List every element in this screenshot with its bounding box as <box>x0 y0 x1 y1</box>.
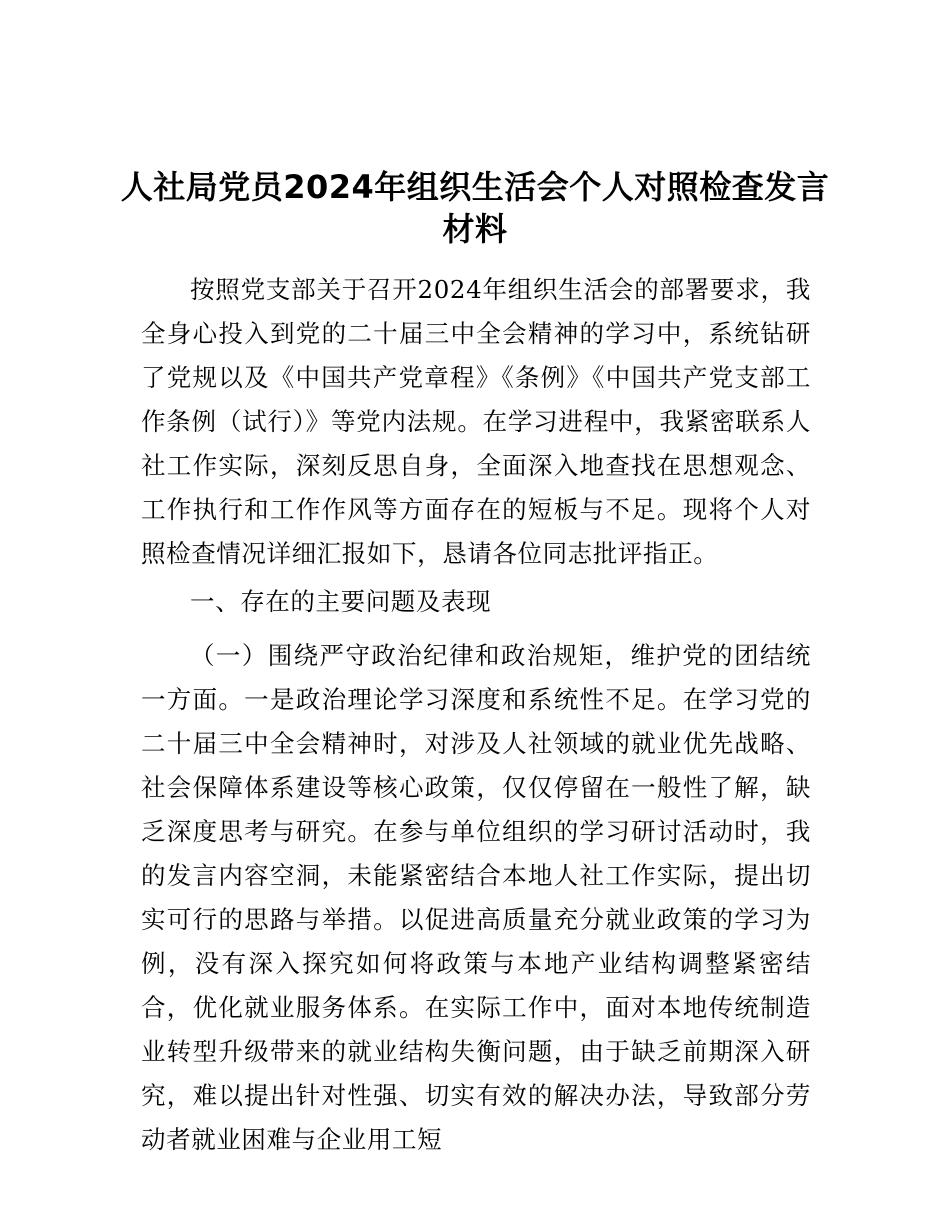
section-paragraph: （一）围绕严守政治纪律和政治规矩，维护党的团结统一方面。一是政治理论学习深度和系统性不足。在学习党的二十届三中全会精神时，对涉及人社领域的就业优先战略、社会保障体系建设等核心政策，仅仅停留在一般性了解，缺乏深度思考与研究。在参与单位组织的学习研讨活动时，我的发言内容空洞，未能紧密结合本地人社工作实际，提出切实可行的思路与举措。以促进高质量充分就业政策的学习为例，没有深入探究如何将政策与本地产业结构调整紧密结合，优化就业服务体系。在实际工作中，面对本地传统制造业转型升级带来的就业结构失衡问题，由于缺乏前期深入研究，难以提出针对性强、切实有效的解决办法，导致部分劳动者就业困难与企业用工短 <box>141 641 811 1154</box>
section-heading: 一、存在的主要问题及表现 <box>190 587 492 616</box>
intro-paragraph: 按照党支部关于召开2024年组织生活会的部署要求，我全身心投入到党的二十届三中全会精神的学习中，系统钻研了党规以及《中国共产党章程》《条例》《中国共产党支部工作条例（试行）》等党内法规。在学习进程中，我紧密联系人社工作实际，深刻反思自身，全面深入地查找在思想观念、工作执行和工作作风等方面存在的短板与不足。现将个人对照检查情况详细汇报如下，恳请各位同志批评指正。 <box>141 275 811 568</box>
document-title: 人社局党员2024年组织生活会个人对照检查发言材料 <box>120 168 830 248</box>
